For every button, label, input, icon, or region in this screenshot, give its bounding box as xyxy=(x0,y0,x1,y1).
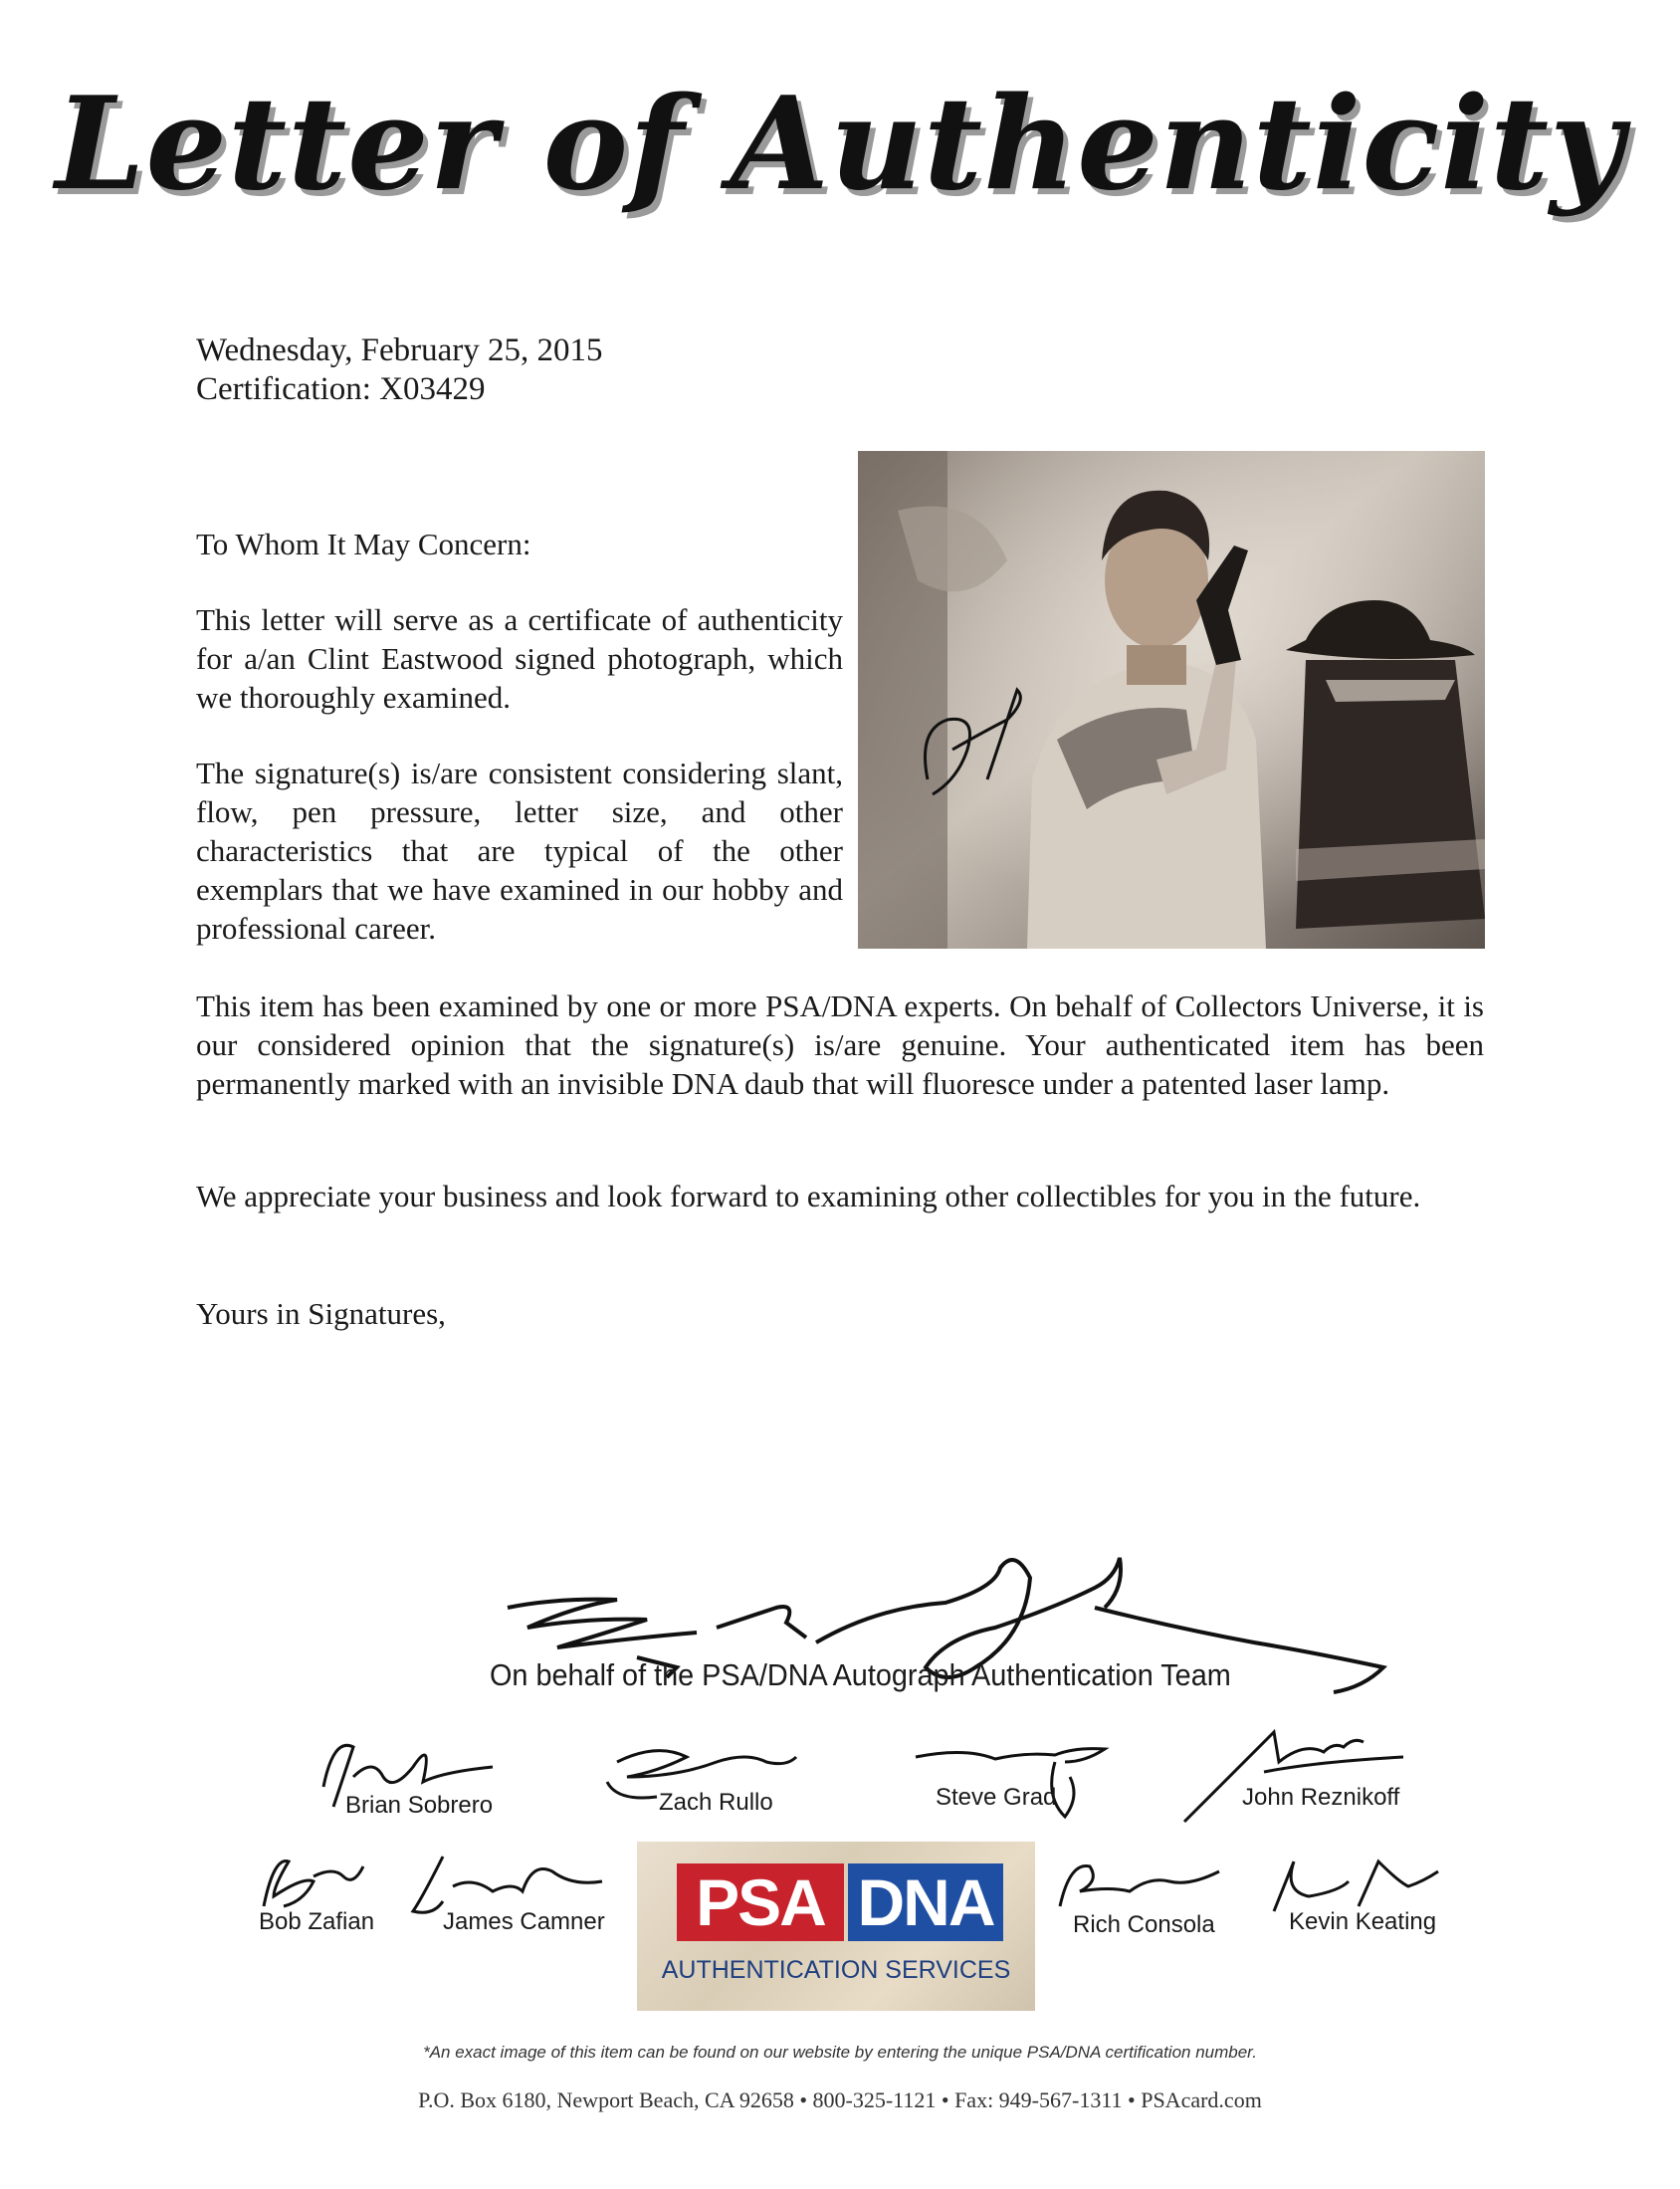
paragraph-examination: This item has been examined by one or more PSA/DNA experts. On behalf of Collectors Universe, it is our considered opinion that the signature(s) is/are genuine. Your authenticated item has been permanently marked with an invisible DNA daub that will fluoresce under a patented laser lamp. xyxy=(196,988,1484,1101)
member-john-reznikoff: John Reznikoff xyxy=(1242,1784,1400,1811)
signature-steve-grad xyxy=(906,1737,1145,1827)
member-james-camner: James Camner xyxy=(443,1908,605,1935)
salutation: To Whom It May Concern: xyxy=(196,527,531,561)
letter-date: Wednesday, February 25, 2015 xyxy=(196,332,603,368)
footnote: *An exact image of this item can be found on our website by entering the unique PSA/DNA certification number. xyxy=(423,2043,1257,2062)
team-line: On behalf of the PSA/DNA Autograph Authentication Team xyxy=(490,1657,1231,1692)
logo-psa-mark: PSA xyxy=(677,1863,844,1941)
member-zach-rullo: Zach Rullo xyxy=(659,1789,773,1816)
paragraph-signature-analysis: The signature(s) is/are consistent considering slant, flow, pen pressure, letter size, and other characteristics that are typical of the other exemplars that we have examined in our hobby and professional career. xyxy=(196,756,843,946)
member-brian-sobrero: Brian Sobrero xyxy=(345,1792,494,1819)
member-bob-zafian: Bob Zafian xyxy=(259,1908,375,1935)
member-steve-grad: Steve Grad xyxy=(936,1784,1057,1811)
paragraph-appreciation: We appreciate your business and look forward to examining other collectibles for you in the future. xyxy=(196,1179,1421,1213)
paragraph-certificate: This letter will serve as a certificate of authenticity for a/an Clint Eastwood signed photograph, which we thoroughly examined. xyxy=(196,602,843,715)
letter-title: Letter of Authenticity xyxy=(55,70,1625,219)
logo-subtitle: AUTHENTICATION SERVICES xyxy=(661,1956,1011,1984)
member-kevin-keating: Kevin Keating xyxy=(1289,1908,1437,1935)
certification-number: Certification: X03429 xyxy=(196,371,486,407)
signature-john-reznikoff xyxy=(1174,1712,1413,1832)
signed-photograph xyxy=(858,451,1485,949)
footer-address: P.O. Box 6180, Newport Beach, CA 92658 • 800-325-1121 • Fax: 949-567-1311 • PSAcard.com xyxy=(418,2087,1262,2112)
closing: Yours in Signatures, xyxy=(196,1296,446,1331)
member-rich-consola: Rich Consola xyxy=(1073,1911,1215,1938)
logo-dna-mark: DNA xyxy=(848,1863,1003,1941)
